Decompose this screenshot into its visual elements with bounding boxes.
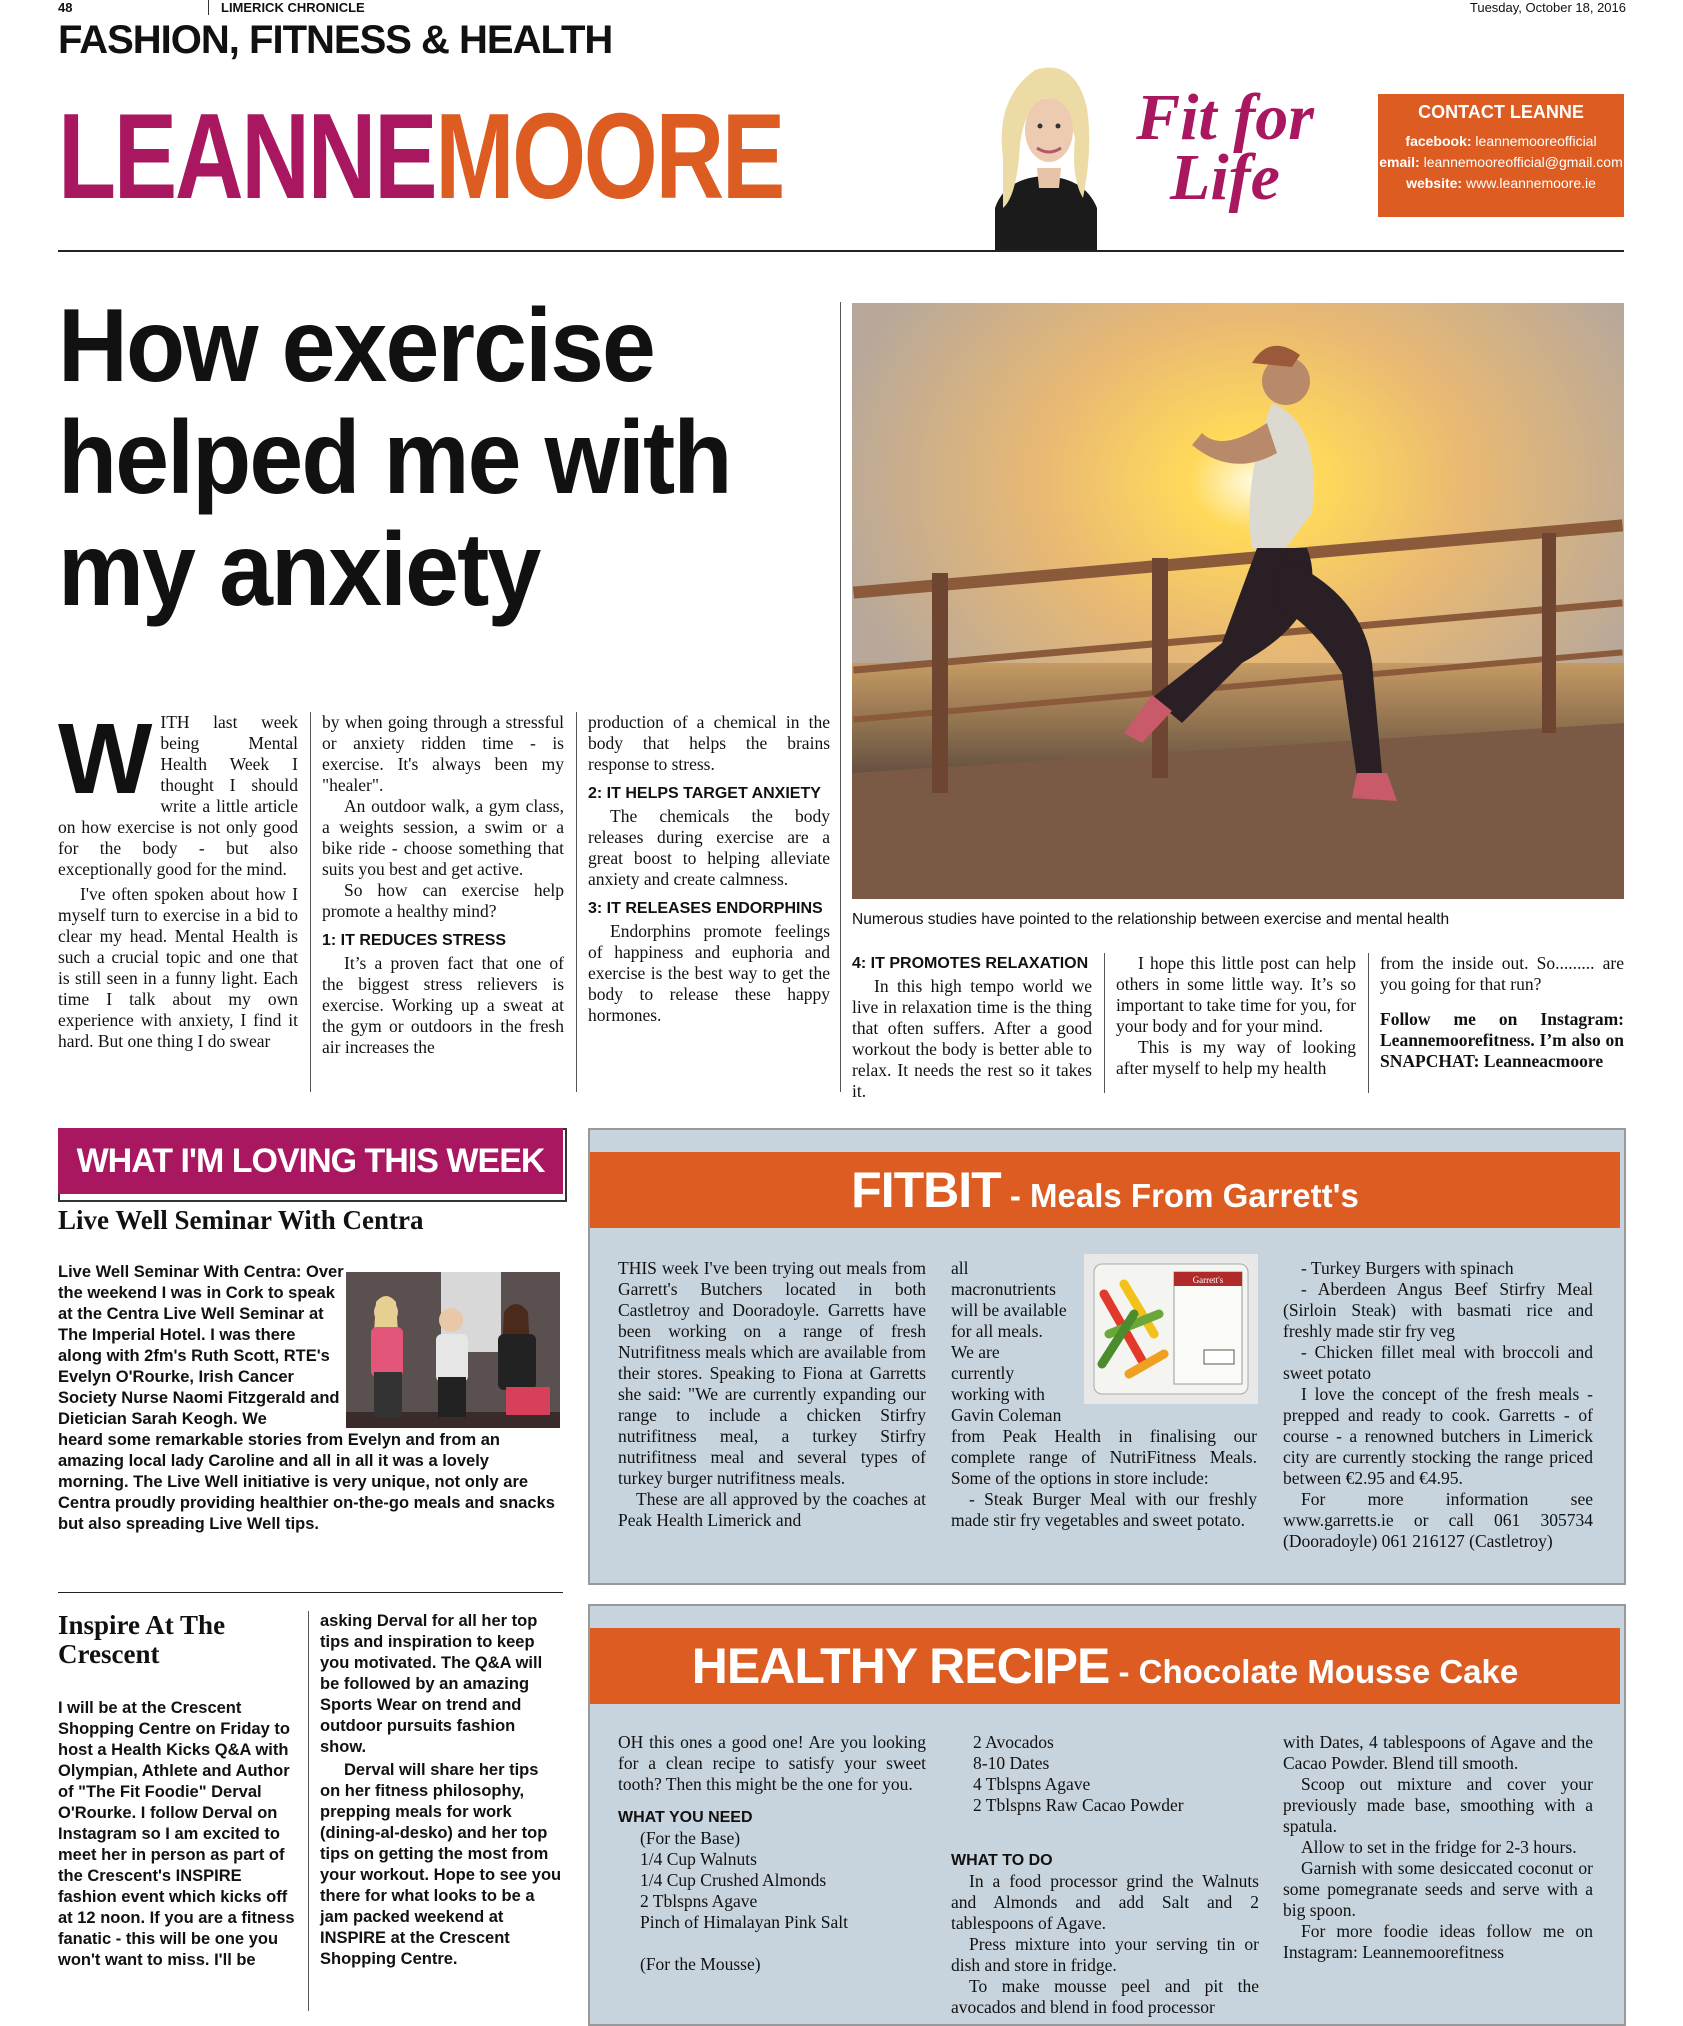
package-label: Garrett's xyxy=(1192,1275,1224,1285)
column-rule xyxy=(576,712,577,1092)
columnist-portrait xyxy=(975,58,1115,250)
seminar-photo xyxy=(346,1272,560,1428)
runner-photo xyxy=(852,303,1624,899)
section-title: FASHION, FITNESS & HEALTH xyxy=(58,18,613,62)
page-number: 48 xyxy=(58,0,73,15)
column-rule xyxy=(1368,953,1369,1093)
masthead-rule xyxy=(58,250,1624,252)
tagline-line2: Life xyxy=(1170,141,1280,214)
subhead-relaxation: 4: IT PROMOTES RELAXATION xyxy=(852,955,1089,972)
loving-box-title: WHAT I'M LOVING THIS WEEK xyxy=(58,1128,563,1194)
email-link[interactable]: leannemooreofficial@gmail.com xyxy=(1423,154,1623,170)
website-link[interactable]: www.leannemoore.ie xyxy=(1465,175,1596,191)
publication-name: LIMERICK CHRONICLE xyxy=(208,0,365,15)
loving-subhead: Live Well Seminar With Centra xyxy=(58,1205,424,1235)
loving-divider xyxy=(58,1592,563,1593)
fitbit-title: FITBIT - Meals From Garrett's xyxy=(590,1152,1620,1228)
what-to-do-head: WHAT TO DO xyxy=(951,1852,1053,1869)
inspire-column-1: I will be at the Crescent Shopping Centre on Friday to host a Health Kicks Q&A with Olympian, Athlete and Author of "The Fit Foodie" Derval O'Rourke. I follow Derval on Instagram so I am excited to meet her in person as part of the Crescent's INSPIRE fashion event which kicks off at 12 noon. If you are a fitness fanatic - this will be one you won't want to miss. I'll be xyxy=(58,1699,295,1969)
instagram-follow: Follow me on Instagram: Leannemoorefitness. I’m also on SNAPCHAT: Leanneacmoore xyxy=(1380,1009,1624,1071)
article-column-2: by when going through a stressful or anxiety ridden time - is exercise. It's always been my "healer". An outdoor walk, a gym class, a weights session, a swim or a bike ride - choose something that suits you best and get active. So how can exercise help promote a healthy mind? 1: IT REDUCES STRESS It’s a proven fact that one of the biggest stress relievers is exercise. Working up a sweat at the gym or outdoors in the fresh air increases the xyxy=(322,712,564,1057)
column-rule xyxy=(840,302,841,1092)
article-column-5: I hope this little post can help others in some little way. It’s so important to take time for you, for your body and for your mind. This is my way of looking after myself to help my health xyxy=(1116,953,1356,1078)
recipe-column-2: 2 Avocados 8-10 Dates 4 Tblspns Agave 2 Tblspns Raw Cacao Powder WHAT TO DO In a food processor grind the Walnuts and Almonds and add Salt and 2 tablespoons of Agave. Press mixture into your serving tin or dish and store in fridge. To make mousse peel and pit the avocados and blend in food processor xyxy=(951,1732,1259,2017)
subhead-reduces-stress: 1: IT REDUCES STRESS xyxy=(322,932,507,949)
meal-package-photo xyxy=(1084,1254,1258,1404)
contact-website: website: www.leannemoore.ie xyxy=(1406,175,1596,191)
column-rule xyxy=(1104,953,1105,1093)
photo-caption: Numerous studies have pointed to the relationship between exercise and mental health xyxy=(852,911,1450,928)
article-column-3: production of a chemical in the body that helps the brains response to stress. 2: IT HELPS TARGET ANXIETY The chemicals the body releases during exercise are a great boost to helping alleviate anxiety and create calmness. 3: IT RELEASES ENDORPHINS Endorphins promote feelings of happiness and euphoria and exercise is the best way to get the body to release these happy hormones. xyxy=(588,712,830,1025)
contact-email: email: leannemooreofficial@gmail.com xyxy=(1379,154,1623,170)
column-rule xyxy=(310,712,311,1092)
ingredient-list-mousse: 2 Avocados 8-10 Dates 4 Tblspns Agave 2 Tblspns Raw Cacao Powder xyxy=(973,1732,1184,1815)
what-you-need-head: WHAT YOU NEED xyxy=(618,1809,753,1826)
fitbit-column-1: THIS week I've been trying out meals from Garrett's Butchers located in both Castletroy and Dooradoyle. Garretts have been working on a range of fresh Nutrifitness meals which are available from their stores. Speaking to Fiona at Garretts she said: "We are currently expanding our range to include a chicken Stirfry nutrifitness meal, a turkey Stirfry nutrifitness meal and several types of turkey burger nutrifitness meals. These are all approved by the coaches at Peak Health Limerick and xyxy=(618,1258,926,1530)
columnist-name xyxy=(58,88,784,224)
article-column-1: WITH last week being Mental Health Week I thought I should write a little article on how exercise is not only good for the body - but also exceptionally good for the mind. I've often spoken about how I myself turn to exercise in a bid to clear my head. Mental Health is such a crucial topic and one that is still seen in a funny light. Each time I talk about my own experience with anxiety, I find it hard. But one thing I do swear xyxy=(58,703,298,1051)
inspire-column-2: asking Derval for all her top tips and inspiration to keep you motivated. The Q&A will be followed by an amazing Sports Wear on trend and outdoor pursuits fashion show. Derval will share her tips on her fitness philosophy, prepping meals for work (dining-al-desko) and her top tips on getting the most from your workout. Hope to see you there for what looks to be a jam packed weekend at INSPIRE at the Crescent Shopping Centre. xyxy=(320,1612,562,1968)
article-column-4: 4: IT PROMOTES RELAXATION In this high tempo world we live in relaxation time is the thing that often suffers. After a good workout the body is better able to relax. It needs the rest so it takes it. xyxy=(852,955,1092,1101)
fit-for-life-tagline xyxy=(1125,81,1325,214)
contact-title: CONTACT LEANNE xyxy=(1418,102,1584,122)
contact-box xyxy=(1378,94,1624,217)
columnist-last-name: MOORE xyxy=(435,88,784,224)
recipe-column-3: with Dates, 4 tablespoons of Agave and the Cacao Powder. Blend till smooth. Scoop out mixture and cover your previously made base, smoothing with a spatula. Allow to set in the fridge for 2-3 hours. Garnish with some desiccated coconut or some pomegranate seeds and serve with a big spoon. For more foodie ideas follow me on Instagram: Leannemoorefitness xyxy=(1283,1732,1593,1962)
drop-cap: W xyxy=(58,703,153,815)
ingredient-list-base: (For the Base) 1/4 Cup Walnuts 1/4 Cup Crushed Almonds 2 Tblspns Agave Pinch of Himalayan Pink Salt (For the Mousse) xyxy=(640,1828,849,1974)
column-rule xyxy=(308,1611,309,2011)
fitbit-column-3: - Turkey Burgers with spinach - Aberdeen Angus Beef Stirfry Meal (Sirloin Steak) with basmati rice and freshly made stir fry veg - Chicken fillet meal with broccoli and sweet potato I love the concept of the fresh meals - prepped and ready to cook. Garretts - of course - a renowned butchers in Limerick city are currently stocking the range priced between €2.95 and €4.95. For more information see www.garretts.ie or call 061 305734 (Dooradoyle) 061 216127 (Castletroy) xyxy=(1283,1258,1593,1551)
subhead-target-anxiety: 2: IT HELPS TARGET ANXIETY xyxy=(588,785,821,802)
article-column-6: from the inside out. So......... are you going for that run? Follow me on Instagram: Leannemoorefitness. I’m also on SNAPCHAT: Leanneacmoore xyxy=(1380,953,1624,1071)
subhead-endorphins: 3: IT RELEASES ENDORPHINS xyxy=(588,900,823,917)
columnist-first-name: LEANNE xyxy=(58,88,436,224)
contact-facebook: facebook: leannemooreofficial xyxy=(1405,133,1597,149)
article-headline: How exercise helped me with my anxiety xyxy=(58,288,731,628)
recipe-column-1: OH this ones a good one! Are you looking for a clean recipe to satisfy your sweet tooth? Then this might be the one for you. WHAT YOU NEED (For the Base) 1/4 Cup Walnuts 1/4 Cup Crushed Almonds 2 Tblspns Agave Pinch of Himalayan Pink Salt (For the Mousse) xyxy=(618,1732,926,1974)
fitbit-column-2: all macronutrients will be available for all meals. We are currently working with Gavin Coleman from Peak Health in finalising our complete range of NutriFitness Meals. Some of the options in store include: - Steak Burger Meal with our freshly made stir fry vegetables and sweet potato. xyxy=(951,1258,1257,1530)
loving-body-bottom: heard some remarkable stories from Evelyn and from an amazing local lady Caroline and all in all it was a lovely morning. The Live Well initiative is very unique, not only are Centra proudly providing healthier on-the-go meals and snacks but also spreading Live Well tips. xyxy=(58,1431,555,1533)
inspire-head: Inspire At The Crescent xyxy=(58,1610,226,1669)
issue-date: Tuesday, October 18, 2016 xyxy=(1469,0,1626,15)
facebook-link[interactable]: leannemooreofficial xyxy=(1475,133,1597,149)
recipe-title: HEALTHY RECIPE - Chocolate Mousse Cake xyxy=(590,1628,1620,1704)
loving-body-top: Live Well Seminar With Centra: Over the weekend I was in Cork to speak at the Centra Live Well Seminar at The Imperial Hotel. I was there along with 2fm's Ruth Scott, RTE's Evelyn O'Rourke, Irish Cancer Society Nurse Naomi Fitzgerald and Dietician Sarah Keogh. We xyxy=(58,1263,344,1428)
tagline-line1: Fit for xyxy=(1136,81,1314,154)
masthead-bar xyxy=(58,0,1626,18)
